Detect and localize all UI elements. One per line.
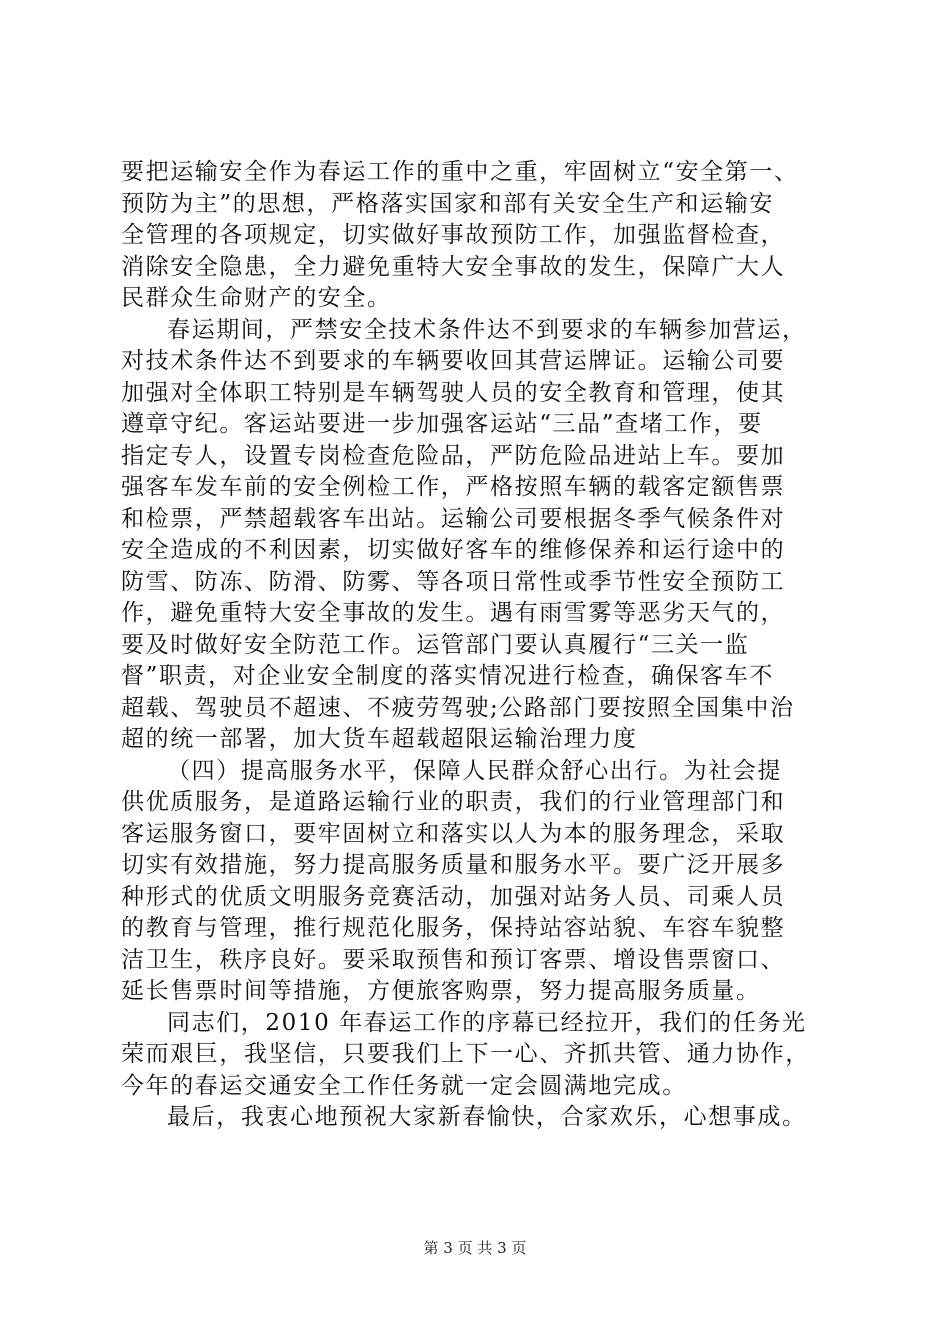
text-line: 供优质服务，是道路运输行业的职责，我们的行业管理部门和: [121, 789, 786, 815]
text-line: 民群众生命财产的安全。: [121, 285, 392, 311]
document-body: [121, 157, 837, 1134]
page-footer: [0, 1237, 950, 1258]
paragraph-start-line: 同志们，2010 年春运工作的序幕已经拉开，我们的任务光: [167, 1009, 807, 1036]
paragraph-start-line: 春运期间，严禁安全技术条件达不到要求的车辆参加营运，: [167, 316, 807, 343]
text-line: 的教育与管理，推行规范化服务，保持站容站貌、车容车貌整: [121, 915, 786, 941]
page-number-label: 第 3 页 共 3 页: [423, 1239, 527, 1257]
text-line: 指定专人，设置专岗检查危险品，严防危险品进站上车。要加: [121, 442, 786, 469]
text-line: 强客车发车前的安全例检工作，严格按照车辆的载客定额售票: [121, 474, 786, 500]
text-line: 今年的春运交通安全工作任务就一定会圆满地完成。: [121, 1072, 687, 1099]
text-line: 洁卫生，秩序良好。要采取预售和预订客票、增设售票窗口、: [121, 946, 786, 973]
text-line: 督”职责，对企业安全制度的落实情况进行检查，确保客车不: [121, 663, 774, 689]
text-line: 遵章守纪。客运站要进一步加强客运站“三品”查堵工作，要: [121, 411, 763, 437]
text-line: 种形式的优质文明服务竞赛活动，加强对站务人员、司乘人员: [121, 883, 786, 910]
paragraph-start-line: 最后，我衷心地预祝大家新春愉快，合家欢乐，心想事成。: [167, 1104, 807, 1130]
text-line: 加强对全体职工特别是车辆驾驶人员的安全教育和管理，使其: [121, 379, 786, 406]
text-line: 消除安全隐患，全力避免重特大安全事故的发生，保障广大人: [121, 253, 786, 280]
text-line: 客运服务窗口，要牢固树立和落实以人为本的服务理念，采取: [121, 820, 786, 847]
text-line: 对技术条件达不到要求的车辆要收回其营运牌证。运输公司要: [121, 348, 786, 374]
text-line: 全管理的各项规定，切实做好事故预防工作，加强监督检查，: [121, 222, 786, 248]
text-line: 和检票，严禁超载客车出站。运输公司要根据冬季气候条件对: [121, 505, 786, 532]
text-line: 预防为主”的思想，严格落实国家和部有关安全生产和运输安: [121, 190, 774, 217]
text-line: 防雪、防冻、防滑、防雾、等各项日常性或季节性安全预防工: [121, 568, 786, 595]
text-line: 荣而艰巨，我坚信，只要我们上下一心、齐抓共管、通力协作，: [121, 1041, 810, 1067]
text-line: 要把运输安全作为春运工作的重中之重，牢固树立“安全第一、: [121, 159, 799, 185]
text-line: 超载、驾驶员不超速、不疲劳驾驶;公路部门要按照全国集中治: [121, 694, 795, 721]
paragraph-start-line: （四）提高服务水平，保障人民群众舒心出行。为社会提: [167, 757, 782, 784]
text-line: 超的统一部署，加大货车超载超限运输治理力度: [121, 726, 638, 752]
text-line: 安全造成的不利因素，切实做好客车的维修保养和运行途中的: [121, 537, 786, 563]
text-line: 延长售票时间等措施，方便旅客购票，努力提高服务质量。: [121, 978, 761, 1004]
text-line: 切实有效措施，努力提高服务质量和服务水平。要广泛开展多: [121, 852, 786, 878]
text-line: 作，避免重特大安全事故的发生。遇有雨雪雾等恶劣天气的，: [121, 600, 786, 626]
text-line: 要及时做好安全防范工作。运管部门要认真履行“三关一监: [121, 631, 750, 658]
